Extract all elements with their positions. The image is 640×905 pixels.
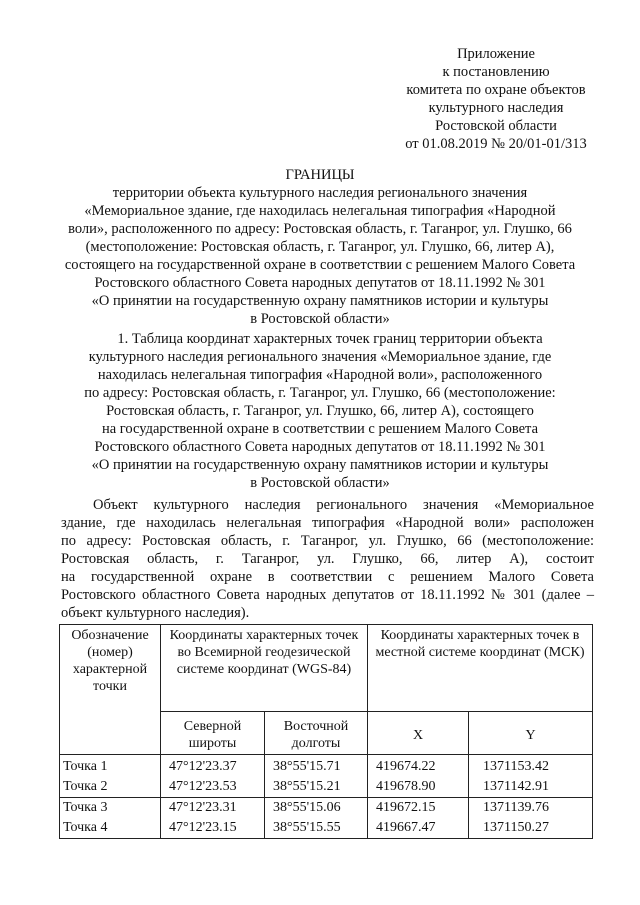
section-line: на государственной охране в соответствии с решением Малого Совета bbox=[101, 421, 539, 437]
document-title: ГРАНИЦЫ bbox=[285, 167, 355, 183]
paragraph-line: Ростовская область, г. Таганрог, ул. Глушко, 66, литер А), состоит bbox=[61, 551, 594, 567]
subtitle-line: (местоположение: Ростовская область, г. Таганрог, ул. Глушко, 66, литер А), bbox=[85, 239, 555, 255]
subtitle-line: «О принятии на государственную охрану памятников истории и культуры bbox=[91, 293, 549, 309]
section-line: Ростовского областного Совета народных депутатов от 18.11.1992 № 301 bbox=[94, 439, 546, 455]
header-y: Y bbox=[469, 712, 593, 755]
point-x: 419678.90 bbox=[368, 777, 469, 798]
point-y: 1371139.76 bbox=[469, 798, 593, 819]
body-paragraph bbox=[61, 496, 594, 622]
point-name: Точка 2 bbox=[60, 777, 161, 798]
point-x: 419667.47 bbox=[368, 818, 469, 839]
document-subtitle bbox=[0, 184, 640, 328]
subtitle-line: территории объекта культурного наследия регионального значения bbox=[112, 185, 528, 201]
table-row bbox=[60, 755, 593, 778]
header-point-label: Обозначение (номер) характерной точки bbox=[60, 625, 161, 755]
approval-line: от 01.08.2019 № 20/01-01/313 bbox=[405, 136, 587, 152]
section-line: «О принятии на государственную охрану памятников истории и культуры bbox=[91, 457, 549, 473]
paragraph-line: Ростовского областного Совета народных депутатов от 18.11.1992 № 301 (далее – bbox=[61, 587, 594, 603]
table-row bbox=[60, 818, 593, 839]
approval-line: Ростовской области bbox=[435, 118, 557, 134]
section-line: Ростовская область, г. Таганрог, ул. Глушко, 66, литер А), состоящего bbox=[106, 403, 534, 419]
point-x: 419672.15 bbox=[368, 798, 469, 819]
subtitle-line: воли», расположенного по адресу: Ростовская область, г. Таганрог, ул. Глушко, 66 bbox=[68, 221, 572, 237]
paragraph-line: объект культурного наследия). bbox=[61, 605, 250, 621]
coordinates-table bbox=[59, 624, 593, 839]
point-name: Точка 1 bbox=[60, 755, 161, 778]
point-lat: 47°12'23.37 bbox=[161, 755, 265, 778]
header-east: Восточной долготы bbox=[265, 712, 368, 755]
section-1-heading bbox=[0, 330, 640, 492]
subtitle-line: в Ростовской области» bbox=[250, 311, 390, 327]
approval-block bbox=[400, 45, 592, 153]
point-y: 1371150.27 bbox=[469, 818, 593, 839]
approval-line: комитета по охране объектов bbox=[406, 82, 586, 98]
point-lon: 38°55'15.55 bbox=[265, 818, 368, 839]
header-x: X bbox=[368, 712, 469, 755]
subtitle-line: состоящего на государственной охране в соответствии с решением Малого Совета bbox=[64, 257, 576, 273]
point-lat: 47°12'23.15 bbox=[161, 818, 265, 839]
paragraph-line: по адресу: Ростовская область, г. Таганрог, ул. Глушко, 66 (местоположение: bbox=[61, 533, 594, 549]
table-row bbox=[60, 798, 593, 819]
point-name: Точка 4 bbox=[60, 818, 161, 839]
point-name: Точка 3 bbox=[60, 798, 161, 819]
point-y: 1371142.91 bbox=[469, 777, 593, 798]
paragraph-line: на государственной охране в соответствии с решением Малого Совета bbox=[61, 569, 594, 585]
header-msk-label: Координаты характерных точек в местной системе координат (МСК) bbox=[368, 625, 593, 712]
paragraph-line: Объект культурного наследия регионального значения «Мемориальное bbox=[93, 497, 594, 513]
section-line: культурного наследия регионального значения «Мемориальное здание, где bbox=[88, 349, 552, 365]
point-lon: 38°55'15.71 bbox=[265, 755, 368, 778]
section-line: по адресу: Ростовская область, г. Таганрог, ул. Глушко, 66 (местоположение: bbox=[84, 385, 556, 401]
approval-line: к постановлению bbox=[442, 64, 550, 80]
paragraph-line: здание, где находилась нелегальная типография «Народной воли» расположен bbox=[61, 515, 594, 531]
approval-line: культурного наследия bbox=[428, 100, 564, 116]
header-wgs-label: Координаты характерных точек во Всемирной геодезической системе координат (WGS-84) bbox=[161, 625, 368, 712]
point-x: 419674.22 bbox=[368, 755, 469, 778]
section-line: в Ростовской области» bbox=[250, 475, 390, 491]
table-row bbox=[60, 777, 593, 798]
point-lat: 47°12'23.31 bbox=[161, 798, 265, 819]
point-lon: 38°55'15.06 bbox=[265, 798, 368, 819]
table-header-row bbox=[60, 625, 593, 712]
point-lon: 38°55'15.21 bbox=[265, 777, 368, 798]
section-line: 1. Таблица координат характерных точек границ территории объекта bbox=[117, 331, 543, 347]
subtitle-line: Ростовского областного Совета народных депутатов от 18.11.1992 № 301 bbox=[94, 275, 546, 291]
point-y: 1371153.42 bbox=[469, 755, 593, 778]
point-lat: 47°12'23.53 bbox=[161, 777, 265, 798]
approval-line: Приложение bbox=[457, 46, 535, 62]
section-line: находилась нелегальная типография «Народной воли», расположенного bbox=[97, 367, 543, 383]
subtitle-line: «Мемориальное здание, где находилась нелегальная типография «Народной bbox=[84, 203, 556, 219]
header-north: Северной широты bbox=[161, 712, 265, 755]
